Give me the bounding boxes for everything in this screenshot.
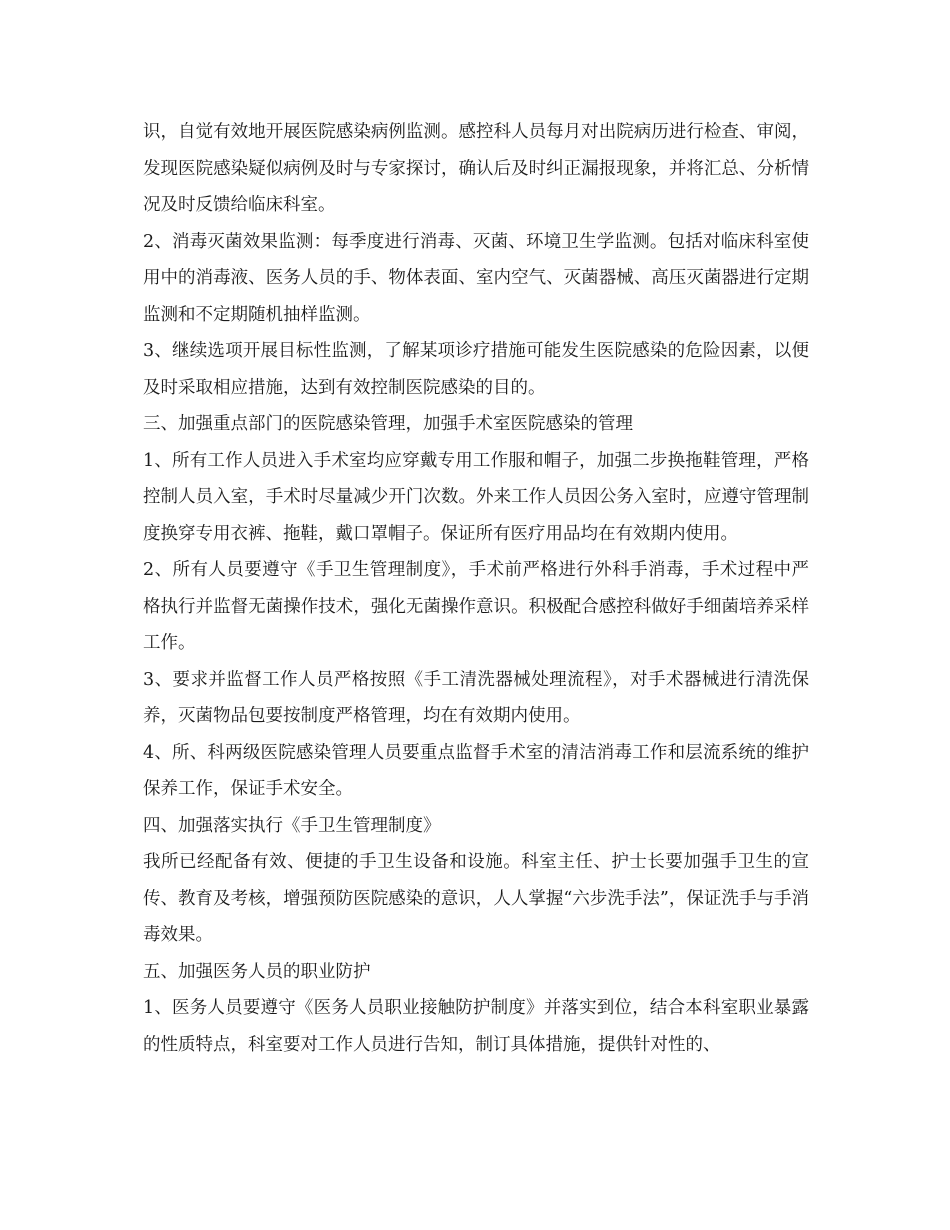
document-body bbox=[143, 114, 809, 1063]
paragraph-targeted-monitoring: 3、继续选项开展目标性监测，了解某项诊疗措施可能发生医院感染的危险因素，以便及时采取相应措施，达到有效控制医院感染的目的。 bbox=[143, 341, 809, 398]
paragraph-operating-room-staff: 1、所有工作人员进入手术室均应穿戴专用工作服和帽子，加强二步换拖鞋管理，严格控制人员入室，手术时尽量减少开门次数。外来工作人员因公务入室时，应遵守管理制度换穿专用衣裤、拖鞋，戴口罩帽子。保证所有医疗用品均在有效期内使用。 bbox=[143, 450, 809, 544]
section-heading-key-departments: 三、加强重点部门的医院感染管理，加强手术室医院感染的管理 bbox=[143, 414, 633, 434]
section-heading-occupational-protection: 五、加强医务人员的职业防护 bbox=[143, 961, 371, 982]
section-heading-hand-hygiene: 四、加强落实执行《手卫生管理制度》 bbox=[143, 815, 441, 836]
paragraph-occupational-exposure: 1、医务人员要遵守《医务人员职业接触防护制度》并落实到位，结合本科室职业暴露的性质特点，科室要对工作人员进行告知，制订具体措施，提供针对性的、 bbox=[143, 998, 809, 1055]
paragraph-hand-hygiene-surgery: 2、所有人员要遵守《手卫生管理制度》，手术前严格进行外科手消毒，手术过程中严格执行并监督无菌操作技术，强化无菌操作意识。积极配合感控科做好手细菌培养采样工作。 bbox=[143, 560, 809, 653]
paragraph-instrument-cleaning: 3、要求并监督工作人员严格按照《手工清洗器械处理流程》，对手术器械进行清洗保养，灭菌物品包要按制度严格管理，均在有效期内使用。 bbox=[143, 669, 809, 726]
paragraph-infection-case-monitoring: 识，自觉有效地开展医院感染病例监测。感控科人员每月对出院病历进行检查、审阅，发现医院感染疑似病例及时与专家探讨，确认后及时纠正漏报现象，并将汇总、分析情况及时反馈给临床科室。 bbox=[143, 122, 809, 215]
paragraph-hand-hygiene-facilities: 我所已经配备有效、便捷的手卫生设备和设施。科室主任、护士长要加强手卫生的宣传、教育及考核，增强预防医院感染的意识，人人掌握“六步洗手法”，保证洗手与手消毒效果。 bbox=[143, 852, 809, 945]
paragraph-disinfection-monitoring: 2、消毒灭菌效果监测：每季度进行消毒、灭菌、环境卫生学监测。包括对临床科室使用中的消毒液、医务人员的手、物体表面、室内空气、灭菌器械、高压灭菌器进行定期监测和不定期随机抽样监测。 bbox=[143, 231, 809, 325]
paragraph-cleaning-supervision: 4、所、科两级医院感染管理人员要重点监督手术室的清洁消毒工作和层流系统的维护保养工作，保证手术安全。 bbox=[143, 742, 809, 799]
